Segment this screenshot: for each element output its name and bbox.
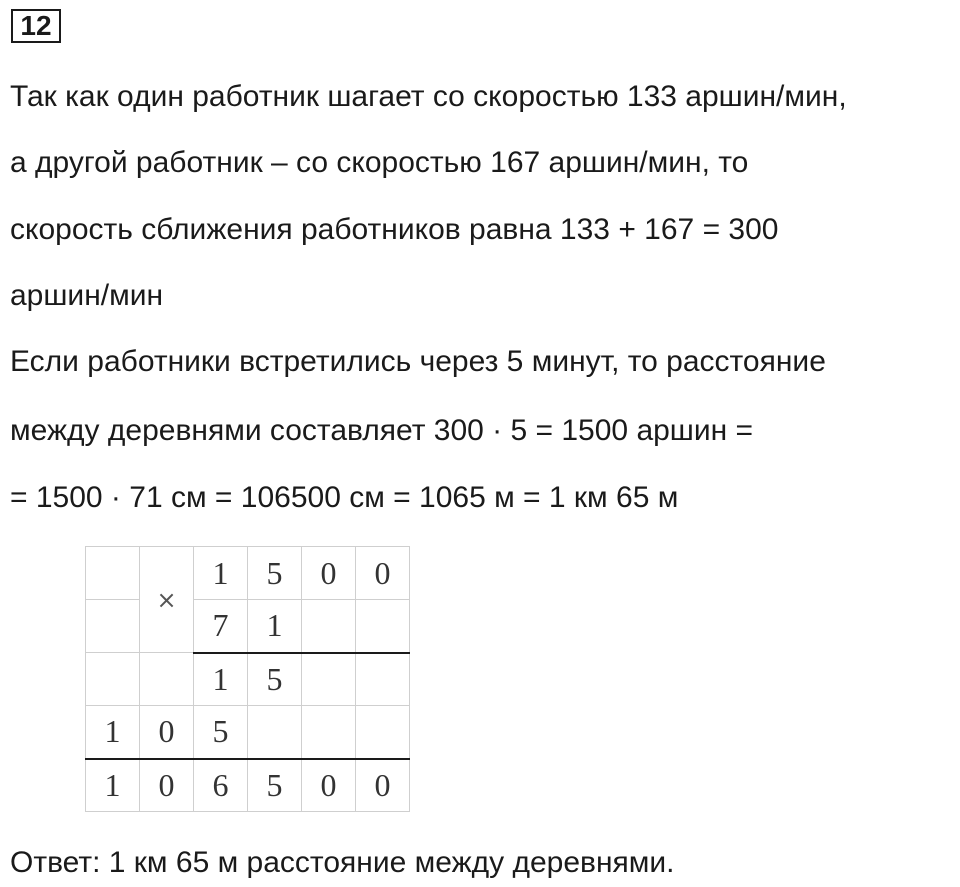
solution-line-1: Так как один работник шагает со скоростью 133 аршин/мин, <box>10 80 847 113</box>
grid-cell <box>140 653 194 706</box>
grid-cell: 5 <box>248 759 302 812</box>
grid-cell: 0 <box>140 759 194 812</box>
multiply-sign: × <box>140 547 194 653</box>
grid-cell <box>356 653 410 706</box>
grid-cell <box>248 706 302 759</box>
task-number-badge: 12 <box>11 9 61 43</box>
grid-cell: 1 <box>86 759 140 812</box>
solution-line-3: скорость сближения работников равна 133 + 167 = 300 <box>10 213 779 246</box>
solution-line-6: между деревнями составляет 300 · 5 = 1500 аршин = <box>10 414 754 447</box>
solution-line-5: Если работники встретились через 5 минут, то расстояние <box>10 345 826 378</box>
grid-cell: 0 <box>302 759 356 812</box>
grid-row-multiplicand <box>86 547 410 600</box>
solution-line-2: а другой работник – со скоростью 167 аршин/мин, то <box>10 146 749 179</box>
grid-cell <box>302 600 356 653</box>
grid-cell: 5 <box>248 653 302 706</box>
grid-cell: 0 <box>140 706 194 759</box>
grid-cell <box>302 706 356 759</box>
grid-cell <box>302 653 356 706</box>
grid-row-result <box>86 759 410 812</box>
grid-cell: 0 <box>302 547 356 600</box>
grid-cell: 1 <box>194 547 248 600</box>
grid-cell <box>356 600 410 653</box>
grid-cell: 0 <box>356 759 410 812</box>
grid-cell <box>86 600 140 653</box>
grid-cell: 5 <box>248 547 302 600</box>
grid-cell: 5 <box>194 706 248 759</box>
grid-row-partial-1 <box>86 653 410 706</box>
grid-cell <box>356 706 410 759</box>
column-multiplication-grid <box>85 546 409 812</box>
grid-cell: 0 <box>356 547 410 600</box>
answer-line: Ответ: 1 км 65 м расстояние между деревнями. <box>10 846 675 879</box>
grid-cell <box>86 547 140 600</box>
grid-cell: 1 <box>248 600 302 653</box>
grid-row-partial-2 <box>86 706 410 759</box>
grid-cell: 1 <box>194 653 248 706</box>
grid-cell: 1 <box>86 706 140 759</box>
grid-cell: 6 <box>194 759 248 812</box>
grid-cell <box>86 653 140 706</box>
solution-line-7: = 1500 · 71 см = 106500 см = 1065 м = 1 км 65 м <box>10 481 679 514</box>
solution-line-4: аршин/мин <box>10 279 164 312</box>
grid-row-multiplier <box>86 600 410 653</box>
grid-cell: 7 <box>194 600 248 653</box>
